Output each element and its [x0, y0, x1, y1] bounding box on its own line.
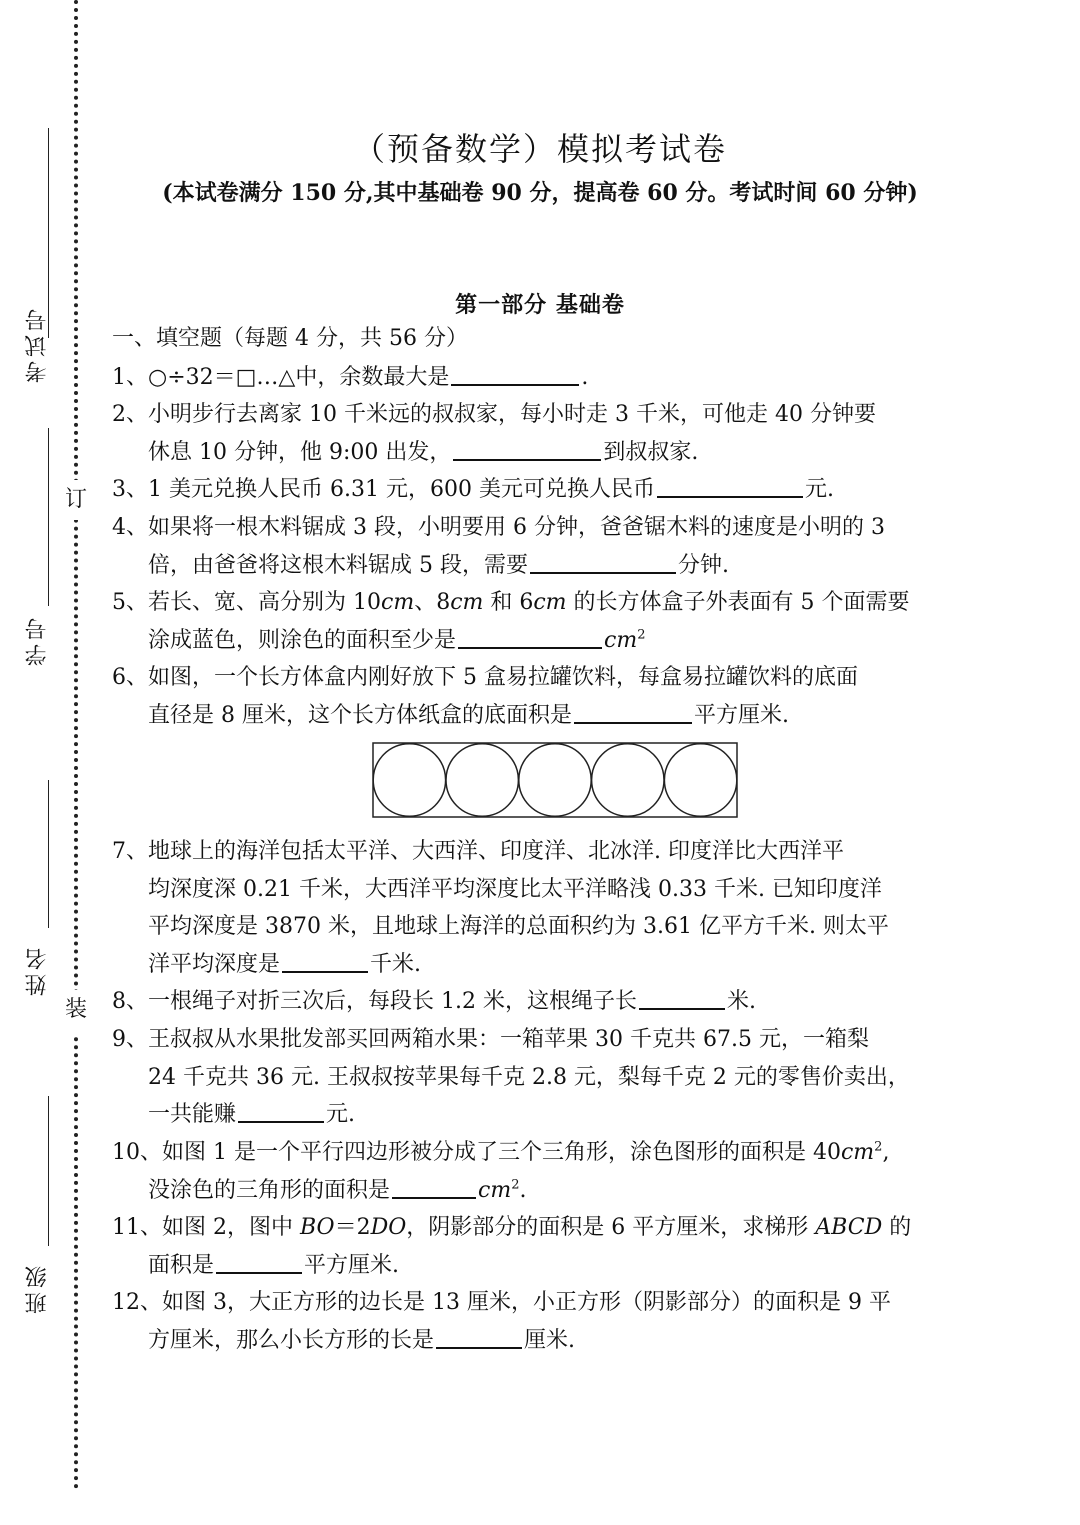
answer-blank[interactable] — [574, 698, 692, 724]
student-number-label: 学号 — [25, 614, 50, 666]
can-circle — [592, 744, 664, 816]
answer-blank[interactable] — [282, 947, 368, 973]
question-7: 7、地球上的海洋包括太平洋、大西洋、印度洋、北冰洋. 印度洋比大西洋平 均深度深 0.21 千米，大西洋平均深度比太平洋略浅 0.33 千米. 已知印度洋 平均深度是 3870 米，且地球上海洋的总面积约为 3.61 亿平方千米. 则太平 洋平均深度是 千米. — [112, 839, 889, 977]
question-8: 8、一根绳子对折三次后，每段长 1.2 米，这根绳子长 米. — [112, 983, 974, 1021]
name-line — [48, 780, 49, 928]
answer-blank[interactable] — [657, 472, 803, 498]
answer-blank[interactable] — [216, 1248, 302, 1274]
answer-blank[interactable] — [639, 984, 725, 1010]
can-circle — [664, 744, 736, 816]
question-1: 1、○÷32＝□…△中，余数最大是 . — [112, 359, 974, 397]
class-line — [48, 1096, 49, 1246]
can-circle — [373, 744, 445, 816]
question-4: 4、如果将一根木料锯成 3 段，小明要用 6 分钟，爸爸锯木料的速度是小明的 3 倍，由爸爸将这根木料锯成 5 段，需要 分钟. — [112, 515, 885, 578]
binding-mark-zhuang: 装 — [62, 996, 90, 1024]
exam-title: （预备数学）模拟考试卷 — [352, 130, 727, 168]
binding-dotted-line — [74, 0, 78, 1490]
question-6: 6、如图，一个长方体盒内刚好放下 5 盒易拉罐饮料，每盒易拉罐饮料的底面 直径是 8 厘米，这个长方体纸盒的底面积是 平方厘米. — [112, 665, 858, 728]
question-2: 2、小明步行去离家 10 千米远的叔叔家，每小时走 3 千米，可他走 40 分钟要 休息 10 分钟，他 9:00 出发， 到叔叔家. — [112, 402, 876, 465]
can-circle — [446, 744, 518, 816]
question-9: 9、王叔叔从水果批发部买回两箱水果：一箱苹果 30 千克共 67.5 元，一箱梨 24 千克共 36 元. 王叔叔按苹果每千克 2.8 元，梨每千克 2 元的零售价卖出， 一共能赚 元. — [112, 1027, 910, 1127]
answer-blank[interactable] — [392, 1173, 476, 1199]
part-title: 第一部分 基础卷 — [455, 292, 625, 318]
student-number-line — [48, 428, 49, 606]
answer-blank[interactable] — [451, 360, 579, 386]
section-title: 一、填空题（每题 4 分，共 56 分） — [112, 326, 468, 351]
binding-mark-ding: 订 — [62, 486, 90, 514]
answer-blank[interactable] — [458, 623, 602, 649]
answer-blank[interactable] — [436, 1323, 522, 1349]
answer-blank[interactable] — [530, 548, 676, 574]
five-cans-in-box-figure — [372, 742, 738, 818]
question-10: 10、如图 1 是一个平行四边形被分成了三个三角形，涂色图形的面积是 $40cm^2$, 没涂色的三角形的面积是 $cm^2$. — [112, 1139, 890, 1203]
answer-blank[interactable] — [238, 1097, 324, 1123]
name-label: 姓名 — [25, 944, 50, 996]
question-5: 5、若长、宽、高分别为 10cm、8cm 和 6cm 的长方体盒子外表面有 5 个面需要 涂成蓝色，则涂色的面积至少是 $cm^2$ — [112, 590, 910, 653]
answer-blank[interactable] — [453, 435, 601, 461]
exam-number-label: 考试号 — [25, 305, 50, 383]
question-12: 12、如图 3，大正方形的边长是 13 厘米，小正方形（阴影部分）的面积是 9 平 方厘米，那么小长方形的长是 厘米. — [112, 1290, 891, 1353]
can-circle — [519, 744, 591, 816]
box-outline — [373, 743, 737, 817]
question-11: 11、如图 2，图中 BO＝2DO，阴影部分的面积是 6 平方厘米，求梯形 ABCD 的 面积是 平方厘米. — [112, 1215, 912, 1278]
class-label: 班级 — [25, 1262, 50, 1314]
exam-subtitle: (本试卷满分 150 分,其中基础卷 90 分，提高卷 60 分。考试时间 60 分钟) — [162, 180, 918, 206]
question-3: 3、1 美元兑换人民币 6.31 元，600 美元可兑换人民币 元. — [112, 471, 974, 509]
